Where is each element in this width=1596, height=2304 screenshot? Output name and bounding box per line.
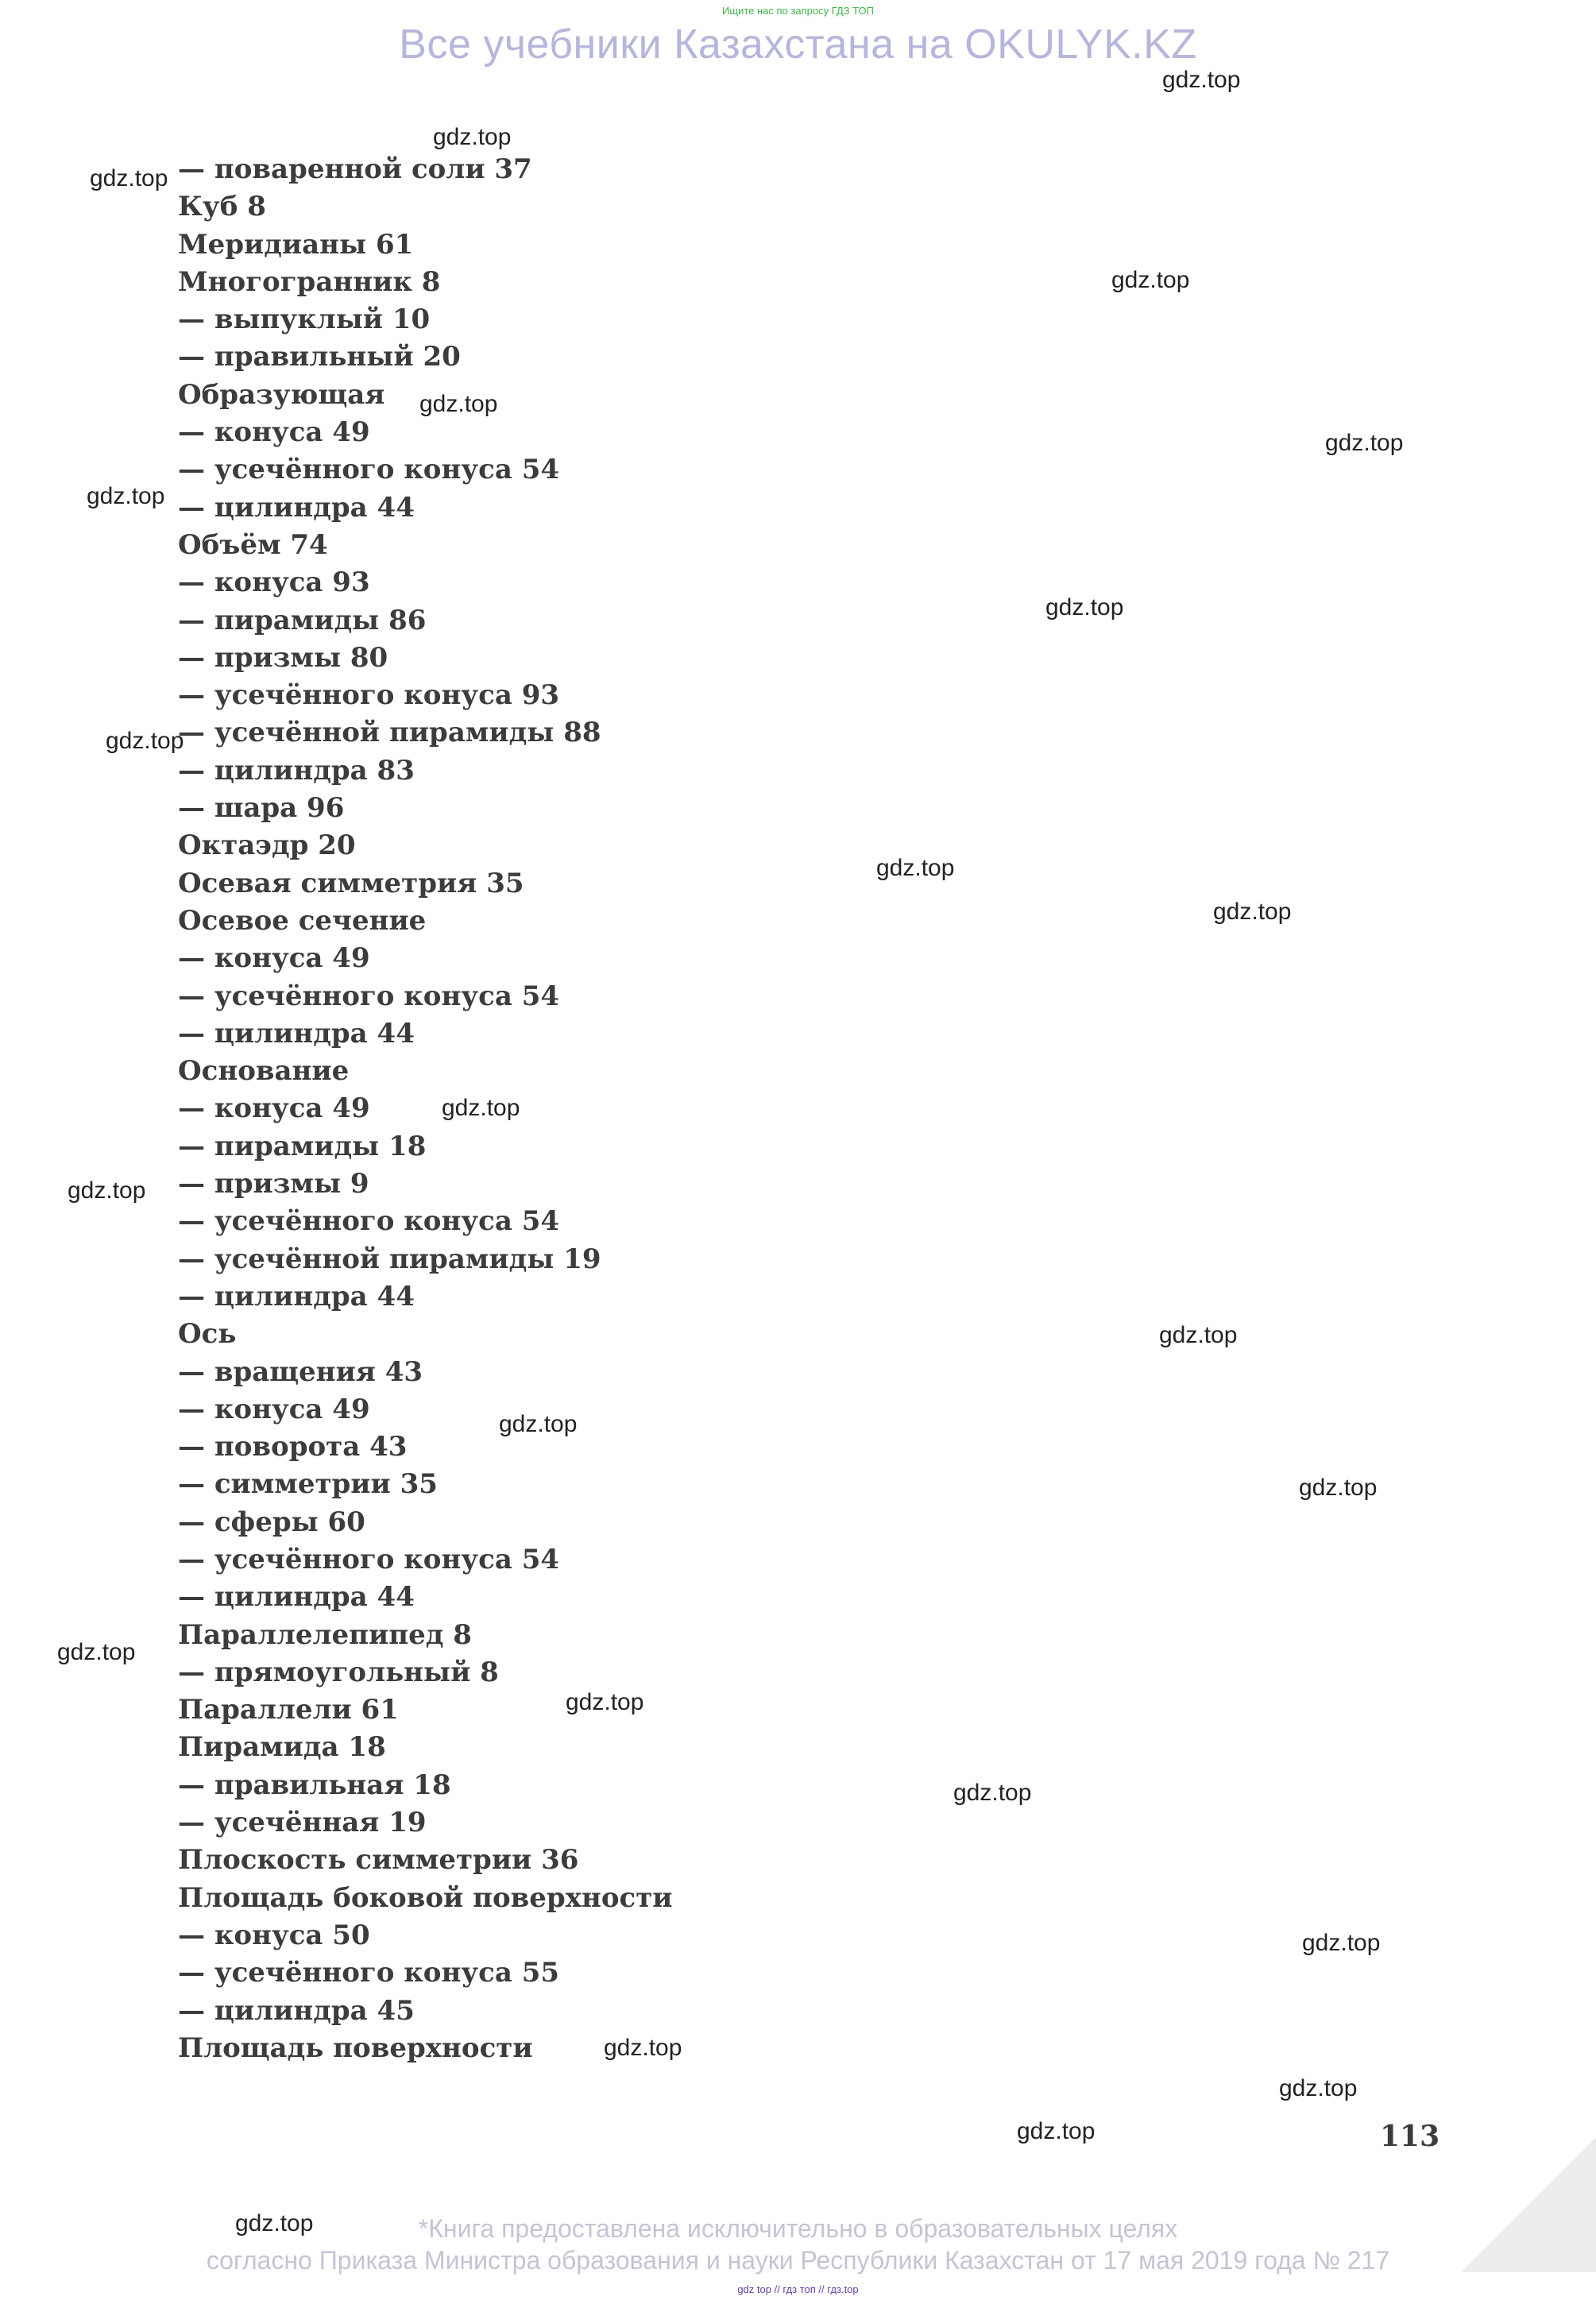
index-entry: Площадь боковой поверхности [178,1881,673,1914]
index-entry: Многогранник 8 [178,265,441,298]
watermark-text: gdz.top [57,1639,136,1665]
index-entry: Меридианы 61 [178,228,414,261]
index-entry: — конуса 49 [178,942,370,975]
search-hint: Ищите нас по запросу ГДЗ ТОП [722,5,874,17]
index-entry: — выпуклый 10 [178,303,431,336]
index-entry: — цилиндра 45 [178,1994,415,2027]
index-entry: — цилиндра 44 [178,1017,415,1050]
index-entry: — поваренной соли 37 [178,153,532,185]
index-entry: — усечённого конуса 54 [178,1543,560,1575]
watermark-text: gdz.top [953,1780,1032,1806]
page-number: 113 [1380,2120,1440,2153]
index-entry: — правильный 20 [178,341,461,373]
footer-note-line2: согласно Приказа Министра образования и науки Республики Казахстан от 17 мая 2019 года № 217 [206,2246,1390,2275]
watermark-text: gdz.top [1299,1475,1378,1501]
footer-note-line1: *Книга предоставлена исключительно в образовательных целях [418,2214,1178,2243]
watermark-text: gdz.top [1159,1322,1238,1348]
footer-links[interactable]: gdz top // гдз топ // гдз.top [737,2283,859,2295]
index-entry: — конуса 93 [178,566,370,599]
index-entry: — вращения 43 [178,1355,423,1388]
watermark-text: gdz.top [106,728,184,754]
index-entry: Параллели 61 [178,1694,399,1726]
subject-index [178,151,673,2067]
index-entry: Октаэдр 20 [178,829,356,862]
index-entry: — конуса 49 [178,1393,370,1425]
index-entry: — усечённой пирамиды 88 [178,717,601,749]
watermark-text: gdz.top [1325,430,1404,456]
index-entry: Осевая симметрия 35 [178,867,524,899]
index-entry: — цилиндра 44 [178,1280,415,1312]
index-entry: Куб 8 [178,191,266,223]
index-entry: — поворота 43 [178,1431,408,1463]
index-entry: — цилиндра 44 [178,491,415,524]
index-entry: — призмы 80 [178,641,388,674]
index-entry: — усечённого конуса 54 [178,1205,560,1238]
index-entry: Плоскость симметрии 36 [178,1844,579,1877]
index-entry: — сферы 60 [178,1506,365,1538]
index-entry: — усечённого конуса 54 [178,980,560,1012]
watermark-text: gdz.top [87,483,165,509]
index-entry: Осевое сечение [178,904,427,937]
watermark-text: gdz.top [235,2210,314,2236]
watermark-text: gdz.top [1279,2075,1358,2101]
index-entry: Объём 74 [178,528,328,561]
watermark-text: gdz.top [90,165,168,191]
index-entry: — цилиндра 83 [178,754,415,787]
index-entry: Ось [178,1318,237,1351]
watermark-text: gdz.top [604,2035,682,2061]
index-entry: — усечённой пирамиды 19 [178,1243,601,1275]
watermark-text: gdz.top [442,1095,520,1121]
index-entry: Площадь поверхности [178,2031,533,2064]
index-entry: — правильная 18 [178,1769,451,1801]
index-entry: — шара 96 [178,792,345,825]
index-entry: Пирамида 18 [178,1731,386,1764]
index-entry: — симметрии 35 [178,1468,438,1501]
index-entry: — конуса 49 [178,416,370,449]
index-entry: — конуса 49 [178,1092,370,1125]
index-entry: Образующая [178,378,385,411]
watermark-text: gdz.top [1302,1930,1381,1956]
index-entry: — усечённого конуса 54 [178,454,560,486]
index-entry: — призмы 9 [178,1168,369,1200]
watermark-text: gdz.top [1111,267,1190,293]
index-entry: — прямоугольный 8 [178,1656,499,1688]
watermark-text: gdz.top [68,1177,146,1204]
site-banner[interactable]: Все учебники Казахстана на OKULYK.KZ [399,21,1197,68]
watermark-text: gdz.top [1213,899,1292,925]
watermark-text: gdz.top [499,1411,578,1437]
index-entry: — усечённого конуса 55 [178,1957,560,1989]
watermark-text: gdz.top [433,124,512,150]
index-entry: — пирамиды 18 [178,1130,427,1162]
watermark-text: gdz.top [876,855,955,881]
index-entry: — цилиндра 44 [178,1581,415,1614]
index-entry: Параллелепипед 8 [178,1618,472,1651]
index-entry: Основание [178,1055,350,1088]
watermark-text: gdz.top [419,391,498,417]
index-entry: — пирамиды 86 [178,604,427,636]
watermark-text: gdz.top [1045,594,1124,620]
index-entry: — усечённая 19 [178,1807,427,1839]
watermark-text: gdz.top [566,1689,644,1715]
watermark-text: gdz.top [1162,67,1241,93]
index-entry: — конуса 50 [178,1919,370,1951]
index-entry: — усечённого конуса 93 [178,679,560,712]
watermark-text: gdz.top [1017,2118,1096,2144]
